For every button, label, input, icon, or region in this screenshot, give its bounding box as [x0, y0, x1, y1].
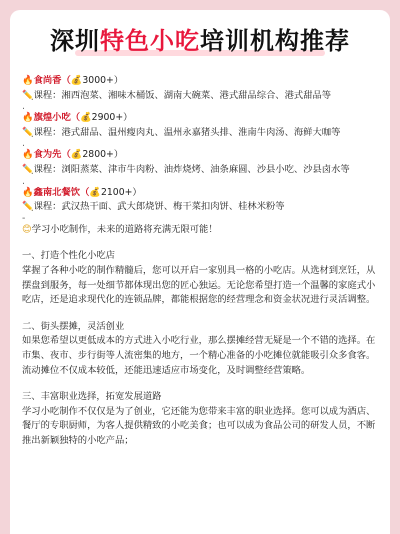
shop-entry: 🔥食为先（💰2800+）	[22, 149, 124, 161]
fire-icon: 🔥	[22, 149, 34, 161]
course-line	[22, 89, 378, 104]
title-part-2: 特色小吃	[100, 27, 200, 55]
section-body: 掌握了各种小吃的制作精髓后，您可以开启一家别具一格的小吃店。从选材到烹饪，从摆盘到服务，每一处细节都体现出您的匠心独运。无论您希望打造一个温馨的家庭式小吃店，还是追求现代化的连锁品牌，都能根据您的经营理念和资金状况进行灵活调整。	[22, 264, 376, 306]
shop-entry: 🔥旗煌小吃（💰2900+）	[22, 112, 133, 124]
course-line	[22, 126, 378, 141]
money-bag-icon: 💰	[80, 112, 92, 124]
shop-price: 2100+	[100, 186, 133, 198]
fire-icon: 🔥	[22, 186, 34, 198]
separator-dash: -	[22, 212, 26, 224]
shop-price: 3000+	[82, 75, 114, 86]
shop-entry: 🔥鑫南北餐饮（💰2100+）	[22, 186, 142, 198]
shop-name: 食尚香	[33, 75, 62, 86]
course-text: 课程：浏阳蒸菜、津市牛肉粉、油炸烧烤、油条麻圆、沙县小吃、沙县卤水等	[33, 163, 350, 175]
section-body: 学习小吃制作不仅仅是为了创业，它还能为您带来丰富的职业选择。您可以成为酒店、餐厅的专职厨师，为客人提供精致的小吃美食；也可以成为食品公司的研发人员，不断推出新颖独特的小吃产品；	[22, 405, 376, 446]
shop-price: 2900+	[91, 112, 124, 124]
shop-name: 食为先	[33, 149, 62, 161]
shop-entry: 🔥食尚香（💰3000+）	[22, 75, 124, 86]
shop-price: 2800+	[82, 149, 114, 161]
pencil-icon: ✏️	[22, 163, 34, 175]
article-body	[10, 56, 390, 448]
course-text: 课程：武汉热干面、武大郎烧饼、梅干菜扣肉饼、桂林米粉等	[33, 201, 285, 213]
separator-dot: .	[22, 138, 25, 150]
section-title: 三、丰富职业选择，拓宽发展道路	[22, 391, 162, 403]
tagline	[22, 223, 378, 238]
smile-icon: 😊	[22, 223, 32, 235]
shop-name: 旗煌小吃	[33, 112, 71, 124]
title-part-1: 深圳	[50, 27, 100, 55]
pencil-icon: ✏️	[22, 89, 34, 101]
separator-dot: .	[22, 101, 25, 113]
money-bag-icon: 💰	[70, 75, 83, 86]
pencil-icon: ✏️	[22, 126, 34, 138]
section-title: 二、街头摆摊，灵活创业	[22, 320, 125, 332]
content-card	[10, 10, 390, 534]
tagline-text: 学习小吃制作，未来的道路将充满无限可能！	[31, 223, 218, 235]
money-bag-icon: 💰	[89, 186, 101, 198]
course-text: 课程：港式甜品、温州瘦肉丸、温州永嘉猪头排、淮南牛肉汤、海鲜大咖等	[33, 126, 341, 138]
section-body: 如果您希望以更低成本的方式进入小吃行业，那么摆摊经营无疑是一个不错的选择。在市集、夜市、步行街等人流密集的地方，一个精心准备的小吃摊位就能吸引众多食客。流动摊位不仅成本较低，还能迅速适应市场变化，及时调整经营策略。	[22, 335, 376, 376]
page-title	[10, 26, 390, 56]
fire-icon: 🔥	[22, 112, 34, 124]
title-part-3: 培训机构推荐	[200, 27, 350, 55]
course-line	[22, 200, 378, 215]
fire-icon: 🔥	[22, 75, 34, 86]
course-text: 课程：湘西泡菜、湘味木桶饭、湖南大碗菜、港式甜品综合、港式甜品等	[33, 89, 332, 101]
separator-dot: .	[22, 175, 25, 187]
section-title: 一、打造个性化小吃店	[22, 250, 115, 262]
course-line	[22, 163, 378, 178]
pencil-icon: ✏️	[22, 201, 34, 213]
money-bag-icon: 💰	[70, 149, 83, 161]
shop-name: 鑫南北餐饮	[33, 186, 81, 198]
